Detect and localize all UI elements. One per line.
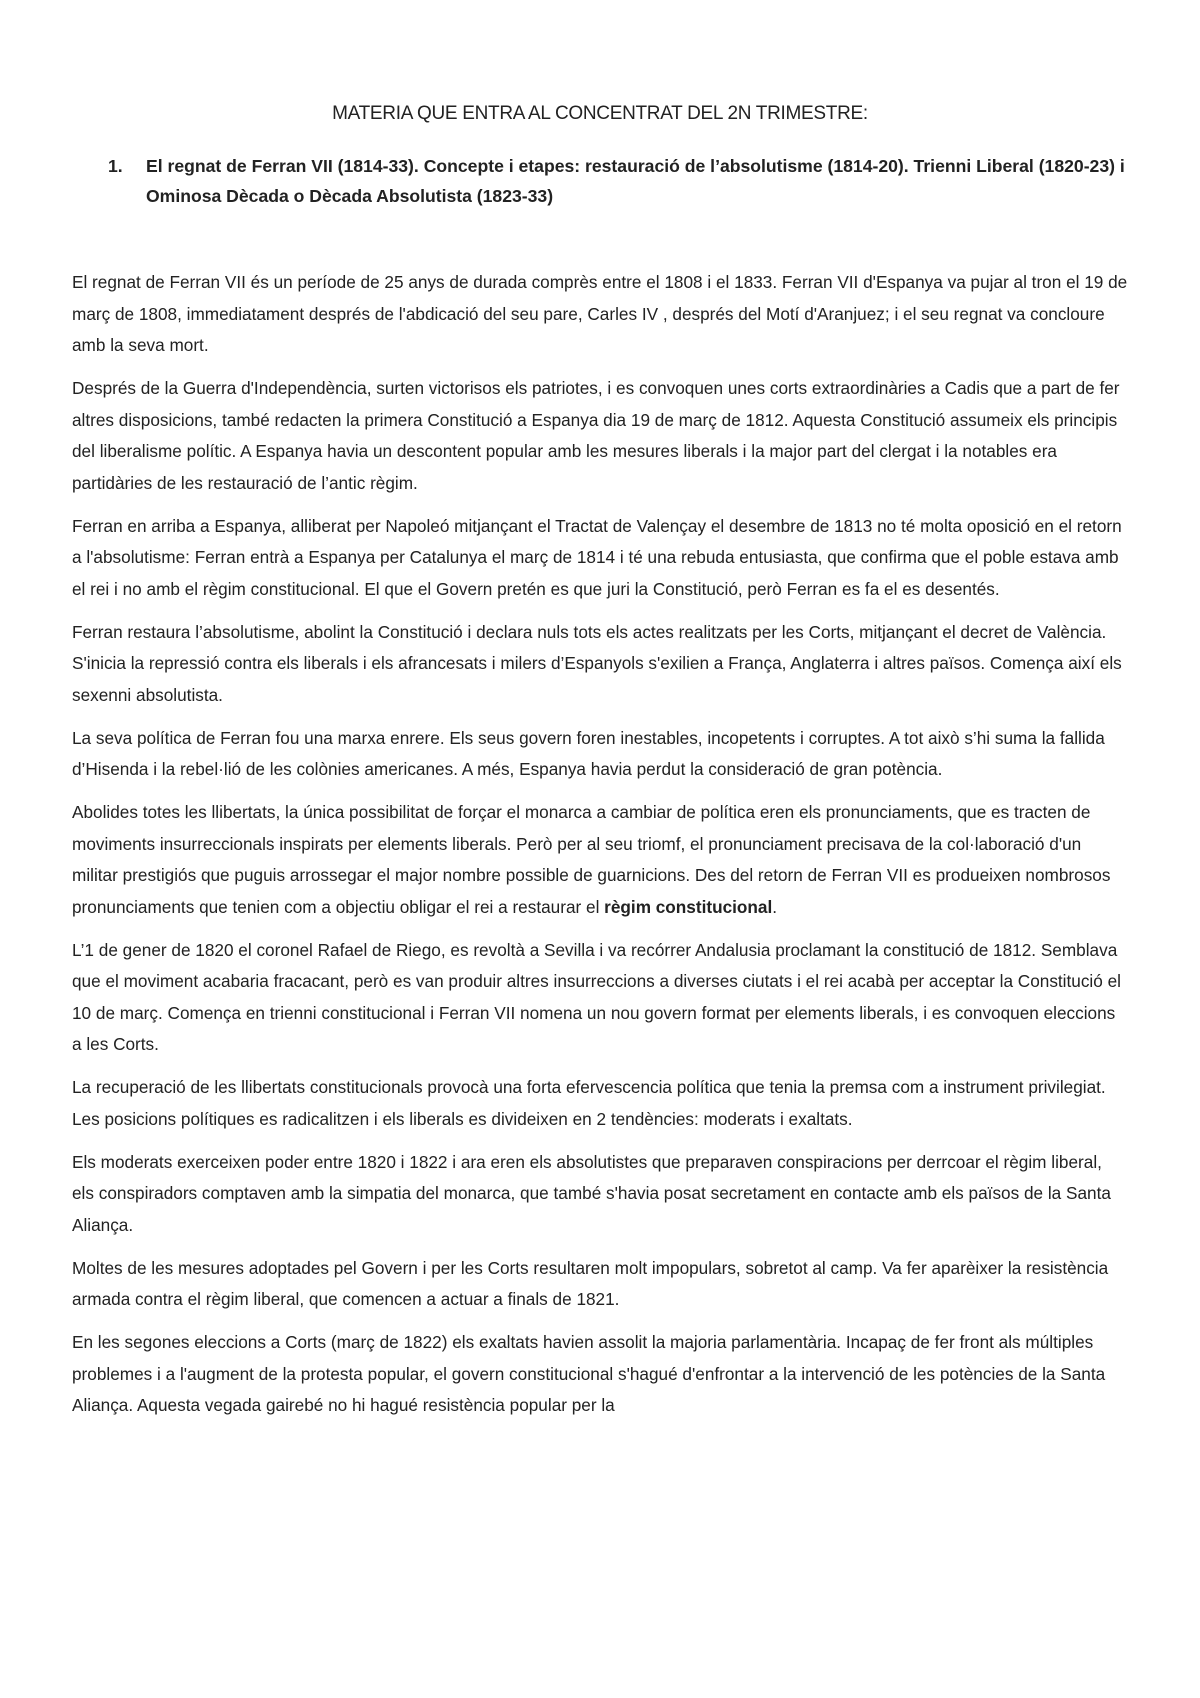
paragraph-7: L’1 de gener de 1820 el coronel Rafael de Riego, es revoltà a Sevilla i va recórrer Andalusia proclamant la constitució de 1812. Semblava que el moviment acabaria fracacant, però es van produir altres insurreccions a diverses ciutats i el rei acabà per acceptar la Constitució el 10 de març. Comença en trienni constitucional i Ferran VII nomena un nou govern format per elements liberals, i es convoquen eleccions a les Corts. <box>72 939 1121 1054</box>
paragraph-11: En les segones eleccions a Corts (març de 1822) els exaltats havien assolit la majoria parlamentària. Incapaç de fer front als múltiples problemes i a l'augment de la protesta popular, el govern constitucional s'hagué d'enfrontar a la intervenció de les potències de la Santa Aliança. Aquesta vegada gairebé no hi hagué resistència popular per la <box>72 1332 1106 1415</box>
paragraph-6-bold-term: règim constitucional <box>604 896 773 917</box>
paragraph-10: Moltes de les mesures adoptades pel Govern i per les Corts resultaren molt impopulars, sobretot al camp. Va fer aparèixer la resistència armada contra el règim liberal, que comencen a actuar a finals de 1821. <box>72 1257 1109 1309</box>
heading-number: 1. <box>108 156 123 176</box>
paragraph-3: Ferran en arriba a Espanya, alliberat per Napoleó mitjançant el Tractat de Valençay el desembre de 1813 no té molta oposició en el retorn a l'absolutisme: Ferran entrà a Espanya per Catalunya el març de 1814 i té una rebuda entusiasta, que confirma que el poble estava amb el rei i no amb el règim constitucional. El que el Govern pretén es que juri la Constitució, però Ferran es fa el es desentés. <box>72 515 1122 599</box>
paragraph-2: Després de la Guerra d'Independència, surten victorisos els patriotes, i es convoquen unes corts extraordinàries a Cadis que a part de fer altres disposicions, també redacten la primera Constitució a Espanya dia 19 de març de 1812. Aquesta Constitució assumeix els principis del liberalisme polític. A Espanya havia un descontent popular amb les mesures liberals i la major part del clergat i la notables era partidàries de les restauració de l’antic règim. <box>72 378 1120 493</box>
paragraph-5: La seva política de Ferran fou una marxa enrere. Els seus govern foren inestables, incopetents i corruptes. A tot això s’hi suma la fallida d’Hisenda i la rebel·lió de les colònies americanes. A més, Espanya havia perdut la consideració de gran potència. <box>72 727 1105 779</box>
paragraph-6 <box>72 797 1128 923</box>
paragraph-6-text: Abolides totes les llibertats, la única possibilitat de forçar el monarca a cambiar de política eren els pronunciaments, que es tracten de moviments insurreccionals inspirats per elements liberals. Però per al seu triomf, el pronunciament precisava de la col·laboració d'un militar prestigiós que puguis arrossegar el major nombre possible de guarnicions. Des del retorn de Ferran VII es produeixen nombrosos pronunciaments que tenien com a objectiu obligar el rei a restaurar el <box>72 802 1111 917</box>
paragraph-4: Ferran restaura l’absolutisme, abolint la Constitució i declara nuls tots els actes realitzats per les Corts, mitjançant el decret de València. S'inicia la repressió contra els liberals i els afrancesats i milers d’Espanyols s'exilien a França, Anglaterra i altres països. Comença així els sexenni absolutista. <box>72 621 1122 705</box>
paragraph-8: La recuperació de les llibertats constitucionals provocà una forta efervescencia política que tenia la premsa com a instrument privilegiat. Les posicions polítiques es radicalitzen i els liberals es divideixen en 2 tendències: moderats i exaltats. <box>72 1077 1106 1129</box>
paragraph-1: El regnat de Ferran VII és un període de 25 anys de durada comprès entre el 1808 i el 1833. Ferran VII d'Espanya va pujar al tron el 19 de març de 1808, immediatament després de l'abdicació del seu pare, Carles IV , després del Motí d'Aranjuez; i el seu regnat va concloure amb la seva mort. <box>72 272 1128 355</box>
paragraph-9: Els moderats exerceixen poder entre 1820 i 1822 i ara eren els absolutistes que preparaven conspiracions per derrcoar el règim liberal, els conspiradors comptaven amb la simpatia del monarca, que també s'havia posat secretament en contacte amb els països de la Santa Aliança. <box>72 1151 1111 1235</box>
numbered-heading <box>72 151 1128 211</box>
paragraph-6-end: . <box>772 896 778 917</box>
heading-text: El regnat de Ferran VII (1814-33). Concepte i etapes: restauració de l’absolutisme (1814-20). Trienni Liberal (1820-23) i Ominosa Dècada o Dècada Absolutista (1823-33) <box>146 156 1125 206</box>
page-title: MATERIA QUE ENTRA AL CONCENTRAT DEL 2N TRIMESTRE: <box>332 103 868 124</box>
